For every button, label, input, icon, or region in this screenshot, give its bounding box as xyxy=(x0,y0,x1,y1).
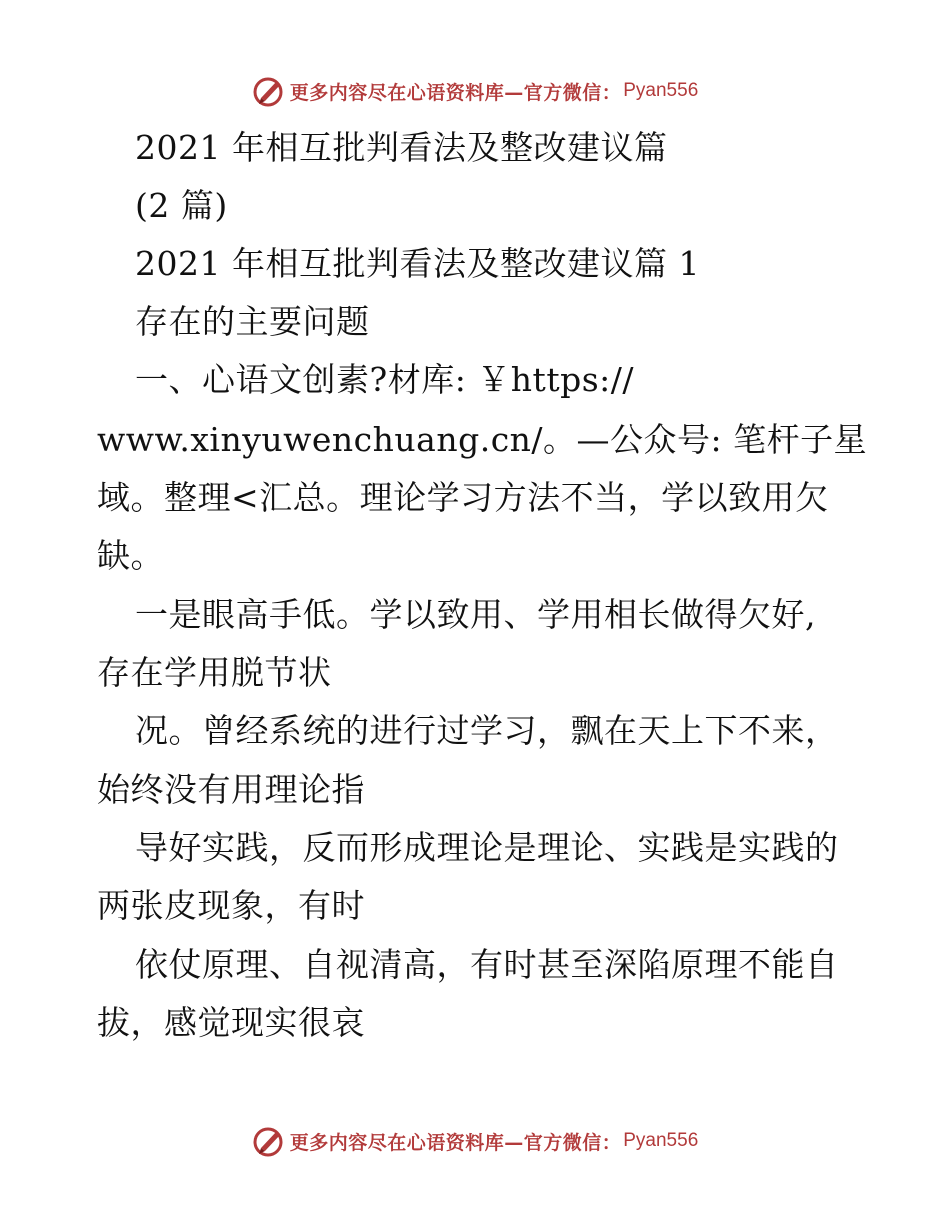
footer-promo-text: 更多内容尽在心语资料库—官方微信： xyxy=(289,1131,622,1154)
document-title-line1: 2021 年相互批判看法及整改建议篇 xyxy=(135,128,668,167)
paragraph-line: 两张皮现象，有时 xyxy=(97,886,365,925)
header-wechat-id: Pyan556 xyxy=(623,80,699,101)
document-subtitle: 2021 年相互批判看法及整改建议篇 1 xyxy=(135,244,700,283)
pen-logo-icon xyxy=(252,1124,286,1158)
footer-wechat-id: Pyan556 xyxy=(623,1130,699,1151)
paragraph-line: 一、心语文创素?材库: ￥https:// xyxy=(135,360,634,399)
paragraph-line: 拔，感觉现实很哀 xyxy=(97,1003,365,1042)
paragraph-line: 存在学用脱节状 xyxy=(97,653,332,692)
document-title-line2: (2 篇) xyxy=(135,186,228,225)
paragraph-line: 导好实践，反而形成理论是理论、实践是实践的 xyxy=(135,828,839,867)
pen-logo-icon xyxy=(252,74,286,108)
paragraph-line: 依仗原理、自视清高，有时甚至深陷原理不能自 xyxy=(135,945,839,984)
paragraph-line: 一是眼高手低。学以致用、学用相长做得欠好, xyxy=(135,595,816,634)
paragraph-line: 域。整理<汇总。理论学习方法不当，学以致用欠 xyxy=(97,478,829,517)
header-promo-text: 更多内容尽在心语资料库—官方微信： xyxy=(289,81,622,104)
section-heading: 存在的主要问题 xyxy=(135,302,370,341)
paragraph-line: 缺。 xyxy=(97,536,164,575)
paragraph-line: www.xinyuwenchuang.cn/。—公众号: 笔杆子星 xyxy=(97,420,868,459)
footer-watermark xyxy=(0,1121,950,1161)
paragraph-line: 况。曾经系统的进行过学习，飘在天上下不来， xyxy=(135,711,839,750)
header-watermark xyxy=(0,71,950,111)
paragraph-line: 始终没有用理论指 xyxy=(97,770,365,809)
